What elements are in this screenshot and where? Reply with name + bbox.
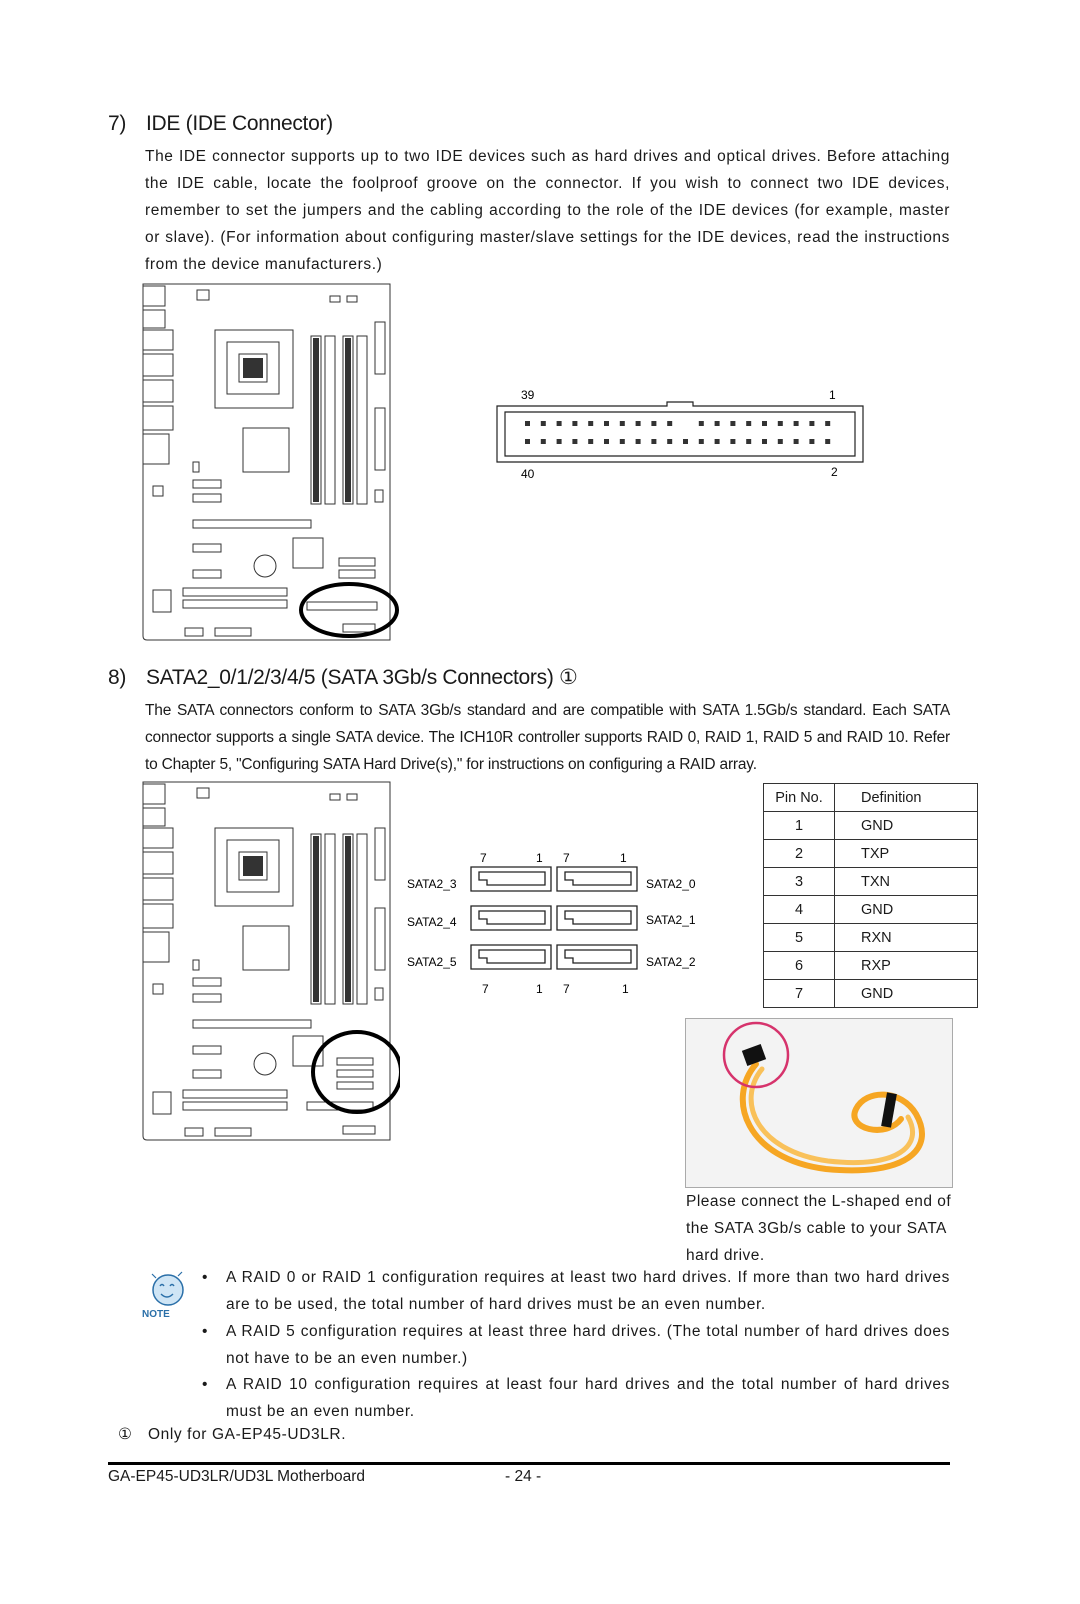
- ide-pin: [604, 421, 609, 426]
- table-cell: TXN: [835, 868, 978, 896]
- sata-pin-top-4: 1: [620, 851, 627, 865]
- ide-pin: [541, 421, 546, 426]
- ide-pin: [746, 439, 751, 444]
- ide-pin: [525, 421, 530, 426]
- ide-pin: [651, 421, 656, 426]
- ide-pin: [620, 439, 625, 444]
- sata2-4-label: SATA2_4: [407, 915, 457, 929]
- footer-model: GA-EP45-UD3LR/UD3L Motherboard: [108, 1468, 366, 1485]
- ide-pin: [762, 421, 767, 426]
- table-header-definition: Definition: [835, 784, 978, 812]
- sata-port-key: [479, 911, 545, 924]
- note-icon: [140, 1270, 190, 1322]
- sata-cable-photo: [685, 1018, 953, 1188]
- section-number: 8): [108, 666, 127, 689]
- ide-pin: [762, 439, 767, 444]
- sata-connector-graphic: [405, 845, 715, 1005]
- sata2-2-label: SATA2_2: [646, 955, 696, 969]
- ide-pin: [778, 439, 783, 444]
- table-row: [764, 868, 978, 896]
- sata-port-key: [565, 872, 631, 885]
- sata-port: [471, 945, 551, 969]
- note-bullet-1: [202, 1264, 950, 1318]
- section-7-heading: [108, 112, 333, 136]
- ide-pin: [809, 439, 814, 444]
- table-row: [764, 896, 978, 924]
- table-cell: 7: [764, 980, 835, 1008]
- ide-pin: [809, 421, 814, 426]
- ide-pin: [730, 439, 735, 444]
- motherboard-diagram-sata: [135, 780, 400, 1144]
- ide-pin: [683, 439, 688, 444]
- table-cell: 4: [764, 896, 835, 924]
- footnote: [118, 1425, 346, 1444]
- ide-pin: [778, 421, 783, 426]
- ide-pin: [699, 439, 704, 444]
- sata-pin-top-3: 7: [563, 851, 570, 865]
- table-row: [764, 812, 978, 840]
- note-label: NOTE: [142, 1309, 170, 1320]
- note-bullet-3: [202, 1371, 950, 1425]
- ide-pin: [699, 421, 704, 426]
- ide-pin: [651, 439, 656, 444]
- table-cell: 5: [764, 924, 835, 952]
- section-7-body: The IDE connector supports up to two IDE devices such as hard drives and optical drives. Before attaching the IDE cable, locate the foolproof groove on the connector. If you wish to connect two IDE devices, remember to set the jumpers and the cabling according to the role of the IDE devices (for example, master or slave). (For information about configuring master/slave settings for the IDE devices, read the instructions from the device manufacturers.): [145, 148, 950, 273]
- ide-pin: [746, 421, 751, 426]
- sata-port: [471, 867, 551, 891]
- sata2-1-label: SATA2_1: [646, 913, 696, 927]
- table-cell: RXP: [835, 952, 978, 980]
- ide-pin: [825, 421, 830, 426]
- section-title: SATA2_0/1/2/3/4/5 (SATA 3Gb/s Connectors) ①: [146, 666, 578, 689]
- ide-pin: [557, 439, 562, 444]
- sata-cable-illustration: [686, 1019, 952, 1187]
- ide-pin-39-label: 39: [521, 388, 535, 402]
- note-bullet-text: A RAID 0 or RAID 1 configuration requires at least two hard drives. If more than two hard drives are to be used, the total number of hard drives must be an even number.: [226, 1269, 950, 1313]
- ide-pin: [715, 439, 720, 444]
- pin-definition-table: [763, 783, 978, 1008]
- ide-pin: [541, 439, 546, 444]
- ide-pin: [588, 421, 593, 426]
- table-cell: TXP: [835, 840, 978, 868]
- ide-pin: [667, 421, 672, 426]
- sata-port-key: [565, 950, 631, 963]
- motherboard-layout-graphic: [135, 780, 400, 1144]
- ide-pin: [588, 439, 593, 444]
- ide-pin: [572, 439, 577, 444]
- ide-pin: [794, 421, 799, 426]
- sata-port: [471, 906, 551, 930]
- footer-page-number: - 24 -: [505, 1468, 542, 1485]
- bullet-dot: •: [202, 1269, 209, 1286]
- footnote-marker: ①: [118, 1426, 133, 1443]
- ide-pin-2-label: 2: [831, 465, 838, 479]
- sata-pin-table: [763, 783, 978, 1008]
- ide-pin: [667, 439, 672, 444]
- table-cell: GND: [835, 980, 978, 1008]
- sata-port: [557, 867, 637, 891]
- ide-pin-1-label: 1: [829, 388, 836, 402]
- ide-pin: [557, 421, 562, 426]
- ide-pin: [636, 421, 641, 426]
- sata-pin-bottom-4: 1: [622, 982, 629, 996]
- ide-pin-40-label: 40: [521, 467, 535, 481]
- sata-pin-top-1: 7: [480, 851, 487, 865]
- sata-pin-top-2: 1: [536, 851, 543, 865]
- ide-pin: [825, 439, 830, 444]
- table-header-pin: Pin No.: [764, 784, 835, 812]
- table-row: [764, 840, 978, 868]
- sata2-0-label: SATA2_0: [646, 877, 696, 891]
- ide-pin: [715, 421, 720, 426]
- table-row: [764, 924, 978, 952]
- ide-pin-graphic: [495, 386, 865, 486]
- sata-connectors-diagram: [405, 845, 715, 1005]
- footnote-text: Only for GA-EP45-UD3LR.: [148, 1426, 347, 1443]
- sata-pin-bottom-1: 7: [482, 982, 489, 996]
- section-8-body: The SATA connectors conform to SATA 3Gb/s standard and are compatible with SATA 1.5Gb/s standard. Each SATA connector supports a single SATA device. The ICH10R controller supports RAID 0, RAID 1, RAID 5 and RAID 10. Refer to Chapter 5, "Configuring SATA Hard Drive(s)," for instructions on configuring a RAID array.: [145, 702, 950, 773]
- ide-pin: [794, 439, 799, 444]
- ide-pin: [572, 421, 577, 426]
- table-cell: GND: [835, 812, 978, 840]
- ide-pin: [525, 439, 530, 444]
- section-8-heading: [108, 665, 578, 690]
- footer-rule: [108, 1462, 950, 1465]
- ide-pin: [730, 421, 735, 426]
- table-cell: GND: [835, 896, 978, 924]
- sata2-5-label: SATA2_5: [407, 955, 457, 969]
- table-row: [764, 980, 978, 1008]
- sata-pin-bottom-2: 1: [536, 982, 543, 996]
- sata-port-key: [479, 950, 545, 963]
- motherboard-layout-graphic: [135, 282, 400, 644]
- sata-pin-bottom-3: 7: [563, 982, 570, 996]
- note-face-graphic: [140, 1270, 190, 1322]
- table-cell: 3: [764, 868, 835, 896]
- sata-port-key: [565, 911, 631, 924]
- table-cell: 1: [764, 812, 835, 840]
- sata-port: [557, 945, 637, 969]
- cable-caption: Please connect the L-shaped end of the SATA 3Gb/s cable to your SATA hard drive.: [686, 1193, 952, 1264]
- table-header-row: [764, 784, 978, 812]
- table-cell: 6: [764, 952, 835, 980]
- section-title: IDE (IDE Connector): [146, 112, 333, 135]
- bullet-dot: •: [202, 1376, 209, 1393]
- note-bullet-2: [202, 1318, 950, 1372]
- note-bullet-text: A RAID 10 configuration requires at least four hard drives and the total number of hard drives must be an even number.: [226, 1376, 950, 1420]
- table-cell: 2: [764, 840, 835, 868]
- ide-pin: [636, 439, 641, 444]
- sata-port: [557, 906, 637, 930]
- ide-pin: [604, 439, 609, 444]
- table-row: [764, 952, 978, 980]
- ide-pin: [620, 421, 625, 426]
- table-cell: RXN: [835, 924, 978, 952]
- sata-port-key: [479, 872, 545, 885]
- note-bullet-text: A RAID 5 configuration requires at least three hard drives. (The total number of hard drives does not have to be an even number.): [226, 1323, 950, 1367]
- sata2-3-label: SATA2_3: [407, 877, 457, 891]
- section-number: 7): [108, 112, 127, 135]
- bullet-dot: •: [202, 1323, 209, 1340]
- ide-connector-diagram: [495, 386, 865, 486]
- motherboard-diagram-ide: [135, 282, 400, 644]
